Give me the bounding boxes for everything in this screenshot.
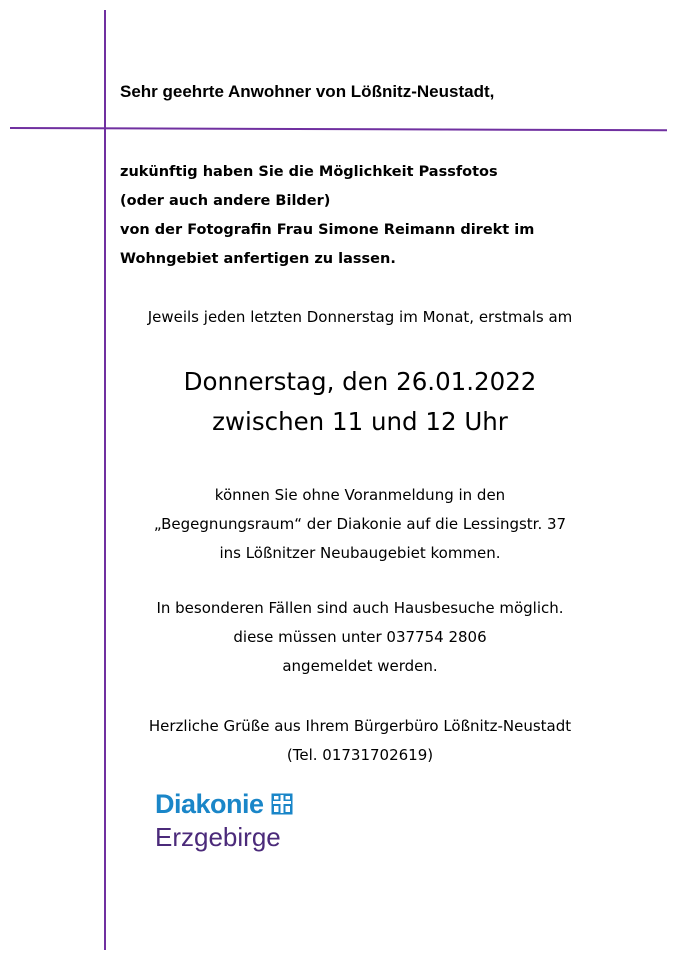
intro-line: Wohngebiet anfertigen zu lassen. (120, 251, 396, 267)
home-visits-line: In besonderen Fällen sind auch Hausbesuche möglich. (156, 599, 564, 617)
greeting-line: Herzliche Grüße aus Ihrem Bürgerbüro Lößnitz-Neustadt (148, 717, 572, 735)
home-visits-line: angemeldet werden. (282, 657, 438, 675)
horizontal-rule-line (10, 127, 667, 131)
intro-line: (oder auch andere Bilder) (120, 193, 331, 209)
intro-line: von der Fotografin Frau Simone Reimann direkt im (120, 222, 535, 238)
visit-line: „Begegnungsraum“ der Diakonie auf die Lessingstr. 37 (153, 515, 567, 533)
logo-name: Diakonie (155, 788, 264, 819)
home-visits-line: diese müssen unter 037754 2806 (233, 628, 487, 646)
event-time: zwischen 11 und 12 Uhr (212, 407, 508, 436)
visit-line: können Sie ohne Voranmeldung in den (214, 486, 506, 504)
logo-region: Erzgebirge (155, 822, 281, 852)
vertical-rule-line (104, 10, 106, 950)
home-visits-paragraph (60, 594, 660, 681)
visit-paragraph (60, 481, 660, 568)
schedule-text: Jeweils jeden letzten Donnerstag im Monat, erstmals am (147, 308, 573, 326)
greeting-paragraph (60, 712, 660, 770)
intro-line: zukünftig haben Sie die Möglichkeit Passfotos (120, 164, 498, 180)
event-date: Donnerstag, den 26.01.2022 (183, 367, 537, 396)
logo-top-row (155, 787, 293, 821)
intro-paragraph (120, 158, 534, 274)
contact-phone: (Tel. 01731702619) (286, 746, 434, 764)
diakonie-logo (155, 787, 293, 852)
diakonie-cross-icon (271, 793, 293, 815)
salutation-heading: Sehr geehrte Anwohner von Lößnitz-Neustadt, (120, 82, 495, 101)
visit-line: ins Lößnitzer Neubaugebiet kommen. (219, 544, 501, 562)
date-block (60, 362, 660, 442)
